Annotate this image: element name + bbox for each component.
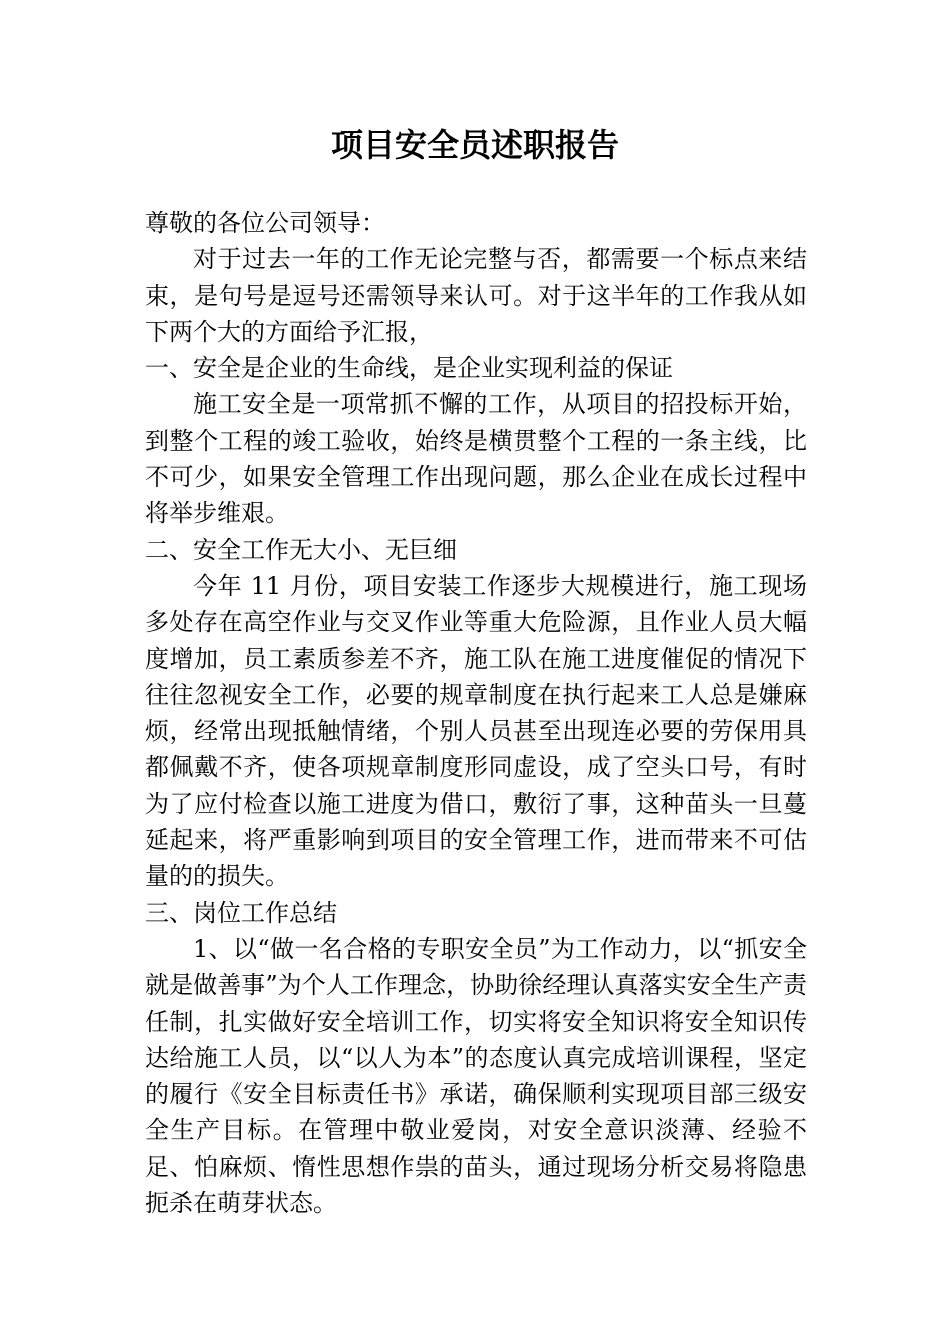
- document-body: [145, 205, 807, 1221]
- salutation: 尊敬的各位公司领导：: [145, 209, 385, 237]
- document-title: 项目安全员述职报告: [330, 126, 619, 164]
- paragraph-section-1: 施工安全是一项常抓不懈的工作，从项目的招投标开始，到整个工程的竣工验收，始终是横贯整个工程的一条主线，比不可少，如果安全管理工作出现问题，那么企业在成长过程中将举步维艰。: [145, 390, 807, 528]
- section-heading-3: 三、岗位工作总结: [145, 898, 337, 927]
- section-heading-1: 一、安全是企业的生命线，是企业实现利益的保证: [145, 354, 673, 383]
- paragraph-intro: 对于过去一年的工作无论完整与否，都需要一个标点来结束，是句号是逗号还需领导来认可。对于这半年的工作我从如下两个大的方面给予汇报，: [145, 245, 807, 346]
- paragraph-section-2: 今年 11 月份，项目安装工作逐步大规模进行，施工现场多处存在高空作业与交叉作业等重大危险源，且作业人员大幅度增加，员工素质参差不齐，施工队在施工进度催促的情况下往往忽视安全工作，必要的规章制度在执行起来工人总是嫌麻烦，经常出现抵触情绪，个别人员甚至出现连必要的劳保用具都佩戴不齐，使各项规章制度形同虚设，成了空头口号，有时为了应付检查以施工进度为借口，敷衍了事，这种苗头一旦蔓延起来，将严重影响到项目的安全管理工作，进而带来不可估量的的损失。: [145, 571, 807, 891]
- paragraph-section-3-item-1: 1、以“做一名合格的专职安全员”为工作动力，以“抓安全就是做善事”为个人工作理念，协助徐经理认真落实安全生产责任制，扎实做好安全培训工作，切实将安全知识将安全知识传达给施工人员，以“以人为本”的态度认真完成培训课程，坚定的履行《安全目标责任书》承诺，确保顺利实现项目部三级安全生产目标。在管理中敬业爱岗，对安全意识淡薄、经验不足、怕麻烦、惰性思想作祟的苗头，通过现场分析交易将隐患扼杀在萌芽状态。: [145, 934, 807, 1218]
- section-heading-2: 二、安全工作无大小、无巨细: [145, 535, 457, 564]
